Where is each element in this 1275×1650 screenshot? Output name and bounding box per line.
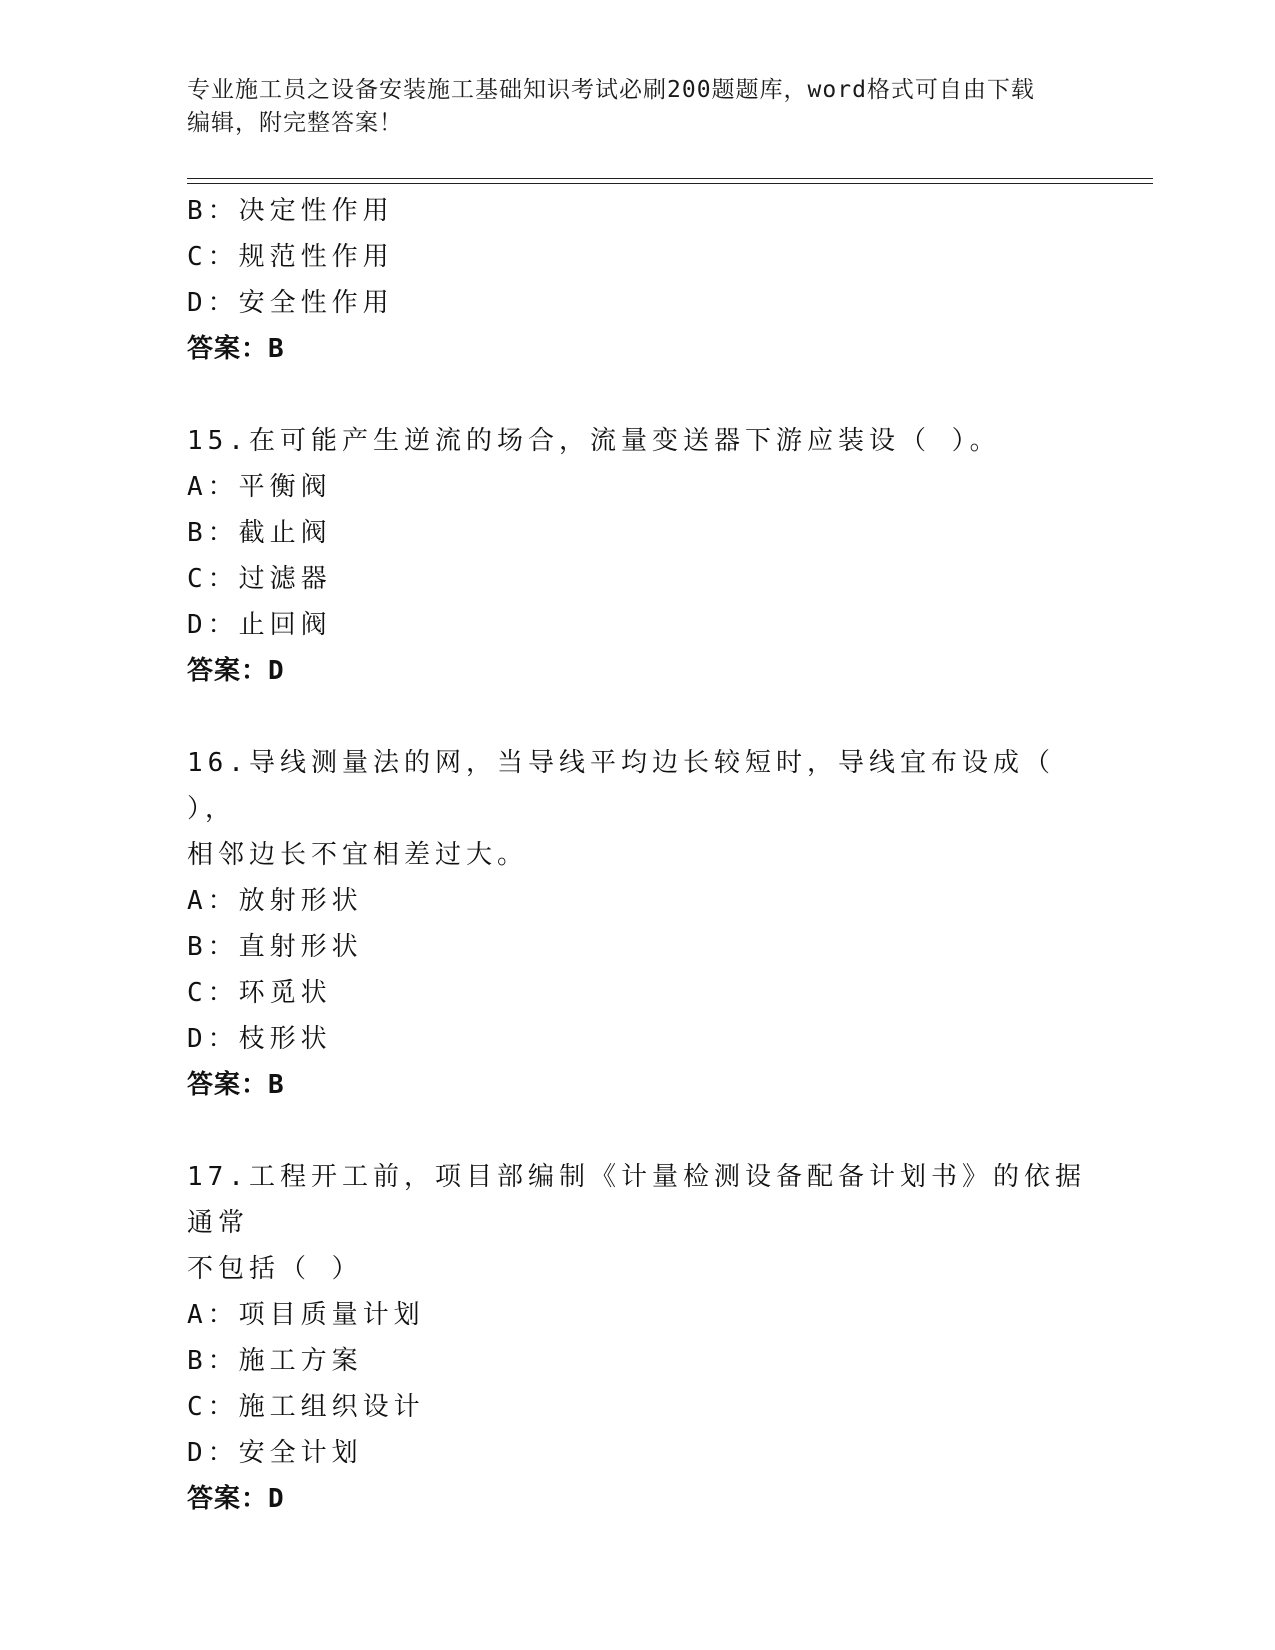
question-15-stem: 15.在可能产生逆流的场合，流量变送器下游应装设（ ）。 — [187, 426, 1001, 456]
question-16-block — [187, 740, 1087, 1108]
question-14-option-b: B：决定性作用 — [187, 196, 394, 226]
question-15-option-b: B：截止阀 — [187, 518, 332, 548]
question-17-stem-line-2: 不包括（ ） — [187, 1254, 363, 1284]
spacer — [187, 372, 1087, 418]
header-divider-top — [187, 178, 1153, 179]
question-16-option-d: D：枝形状 — [187, 1024, 332, 1054]
question-16-option-a: A：放射形状 — [187, 886, 363, 916]
question-16-stem-line-1: 16.导线测量法的网，当导线平均边长较短时，导线宜布设成（ ）， — [187, 748, 1055, 824]
question-15-block — [187, 418, 1087, 694]
header-title-line-2: 编辑，附完整答案！ — [187, 110, 403, 136]
question-16-stem-line-2: 相邻边长不宜相差过大。 — [187, 840, 529, 870]
question-15-answer: 答案：D — [187, 656, 285, 686]
header-divider-bottom — [187, 183, 1153, 184]
question-17-block — [187, 1154, 1087, 1522]
document-body — [187, 188, 1087, 1522]
question-14-option-c: C：规范性作用 — [187, 242, 394, 272]
question-14-answer: 答案：B — [187, 334, 285, 364]
question-16-option-b: B：直射形状 — [187, 932, 363, 962]
question-17-stem-line-1: 17.工程开工前，项目部编制《计量检测设备配备计划书》的依据通常 — [187, 1162, 1086, 1238]
question-16-answer: 答案：B — [187, 1070, 285, 1100]
header-title-line-1: 专业施工员之设备安装施工基础知识考试必刷200题题库，word格式可自由下载 — [187, 77, 1035, 103]
question-15-option-d: D：止回阀 — [187, 610, 332, 640]
question-16-option-c: C：环觅状 — [187, 978, 332, 1008]
question-17-option-b: B：施工方案 — [187, 1346, 363, 1376]
question-17-option-a: A：项目质量计划 — [187, 1300, 425, 1330]
question-15-option-c: C：过滤器 — [187, 564, 332, 594]
document-header — [187, 74, 1087, 140]
question-17-option-d: D：安全计划 — [187, 1438, 363, 1468]
question-14-option-d: D：安全性作用 — [187, 288, 394, 318]
question-15-option-a: A：平衡阀 — [187, 472, 332, 502]
question-17-option-c: C：施工组织设计 — [187, 1392, 425, 1422]
spacer — [187, 1108, 1087, 1154]
spacer — [187, 694, 1087, 740]
question-17-answer: 答案：D — [187, 1484, 285, 1514]
question-14-block — [187, 188, 1087, 372]
